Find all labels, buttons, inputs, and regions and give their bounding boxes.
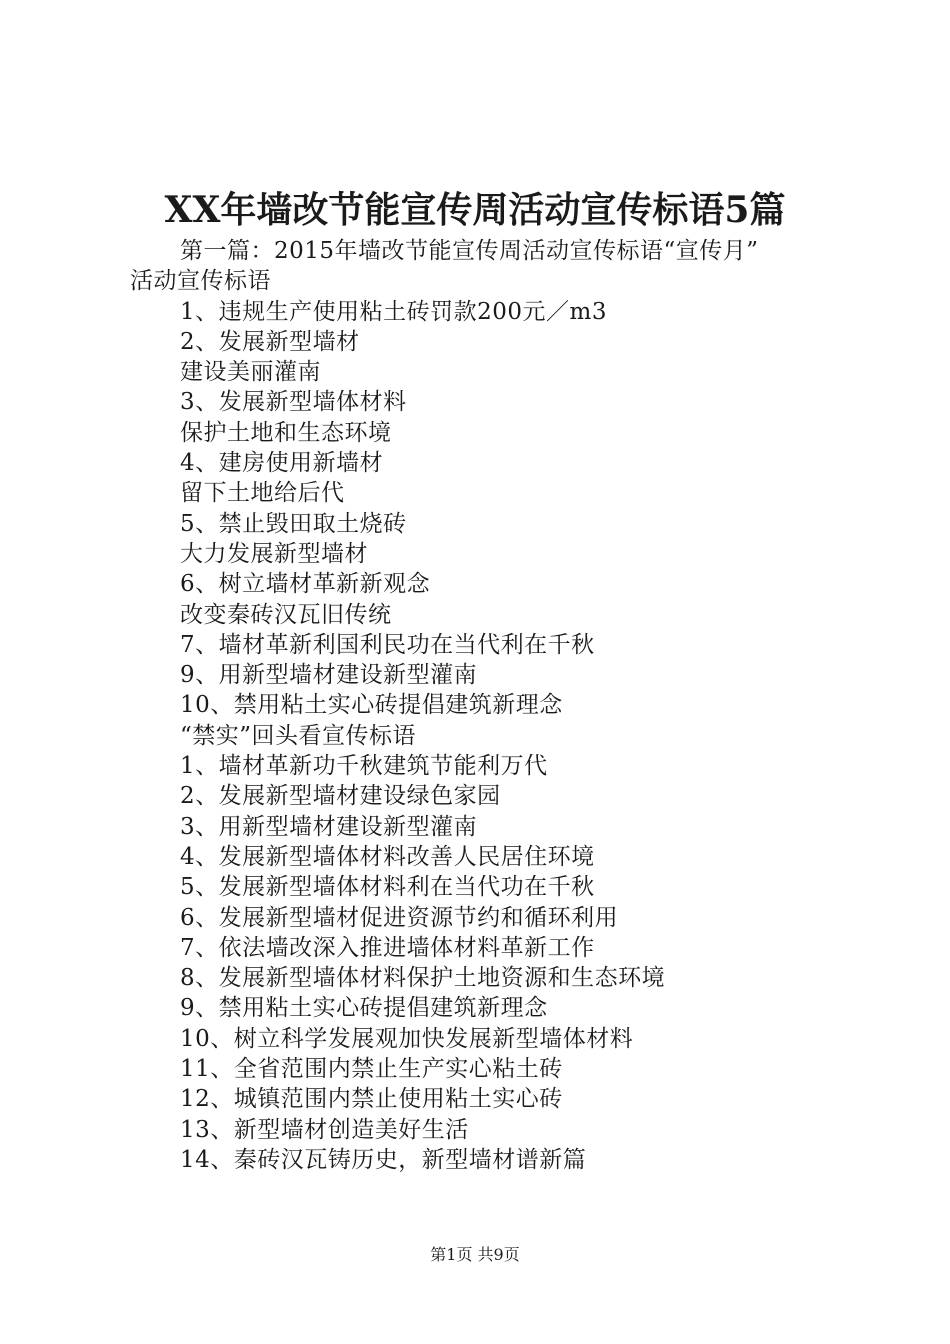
slogan-line: 留下土地给后代 [180,480,345,507]
slogan-line: 6、发展新型墙材促进资源节约和循环利用 [180,904,619,931]
slogan-line: 6、树立墙材革新新观念 [180,571,431,598]
slogan-line: 2、发展新型墙材建设绿色家园 [180,783,501,810]
slogan-line: 建设美丽灌南 [180,359,321,386]
slogan-line: 1、违规生产使用粘土砖罚款200元／m3 [180,298,607,325]
slogan-line: 7、墙材革新利国利民功在当代利在千秋 [180,631,595,658]
slogan-line: 1、墙材革新功千秋建筑节能利万代 [180,753,548,780]
slogan-line: 10、树立科学发展观加快发展新型墙体材料 [180,1025,634,1052]
slogan-line: 3、用新型墙材建设新型灌南 [180,813,478,840]
slogan-line: 4、发展新型墙体材料改善人民居住环境 [180,843,595,870]
slogan-line: 4、建房使用新墙材 [180,450,384,477]
slogan-line: 5、禁止毁田取土烧砖 [180,510,407,537]
slogan-line: 保护土地和生态环境 [180,419,392,446]
slogan-line: 9、禁用粘土实心砖提倡建筑新理念 [180,995,548,1022]
page-footer: 第1页 共9页 [430,1245,520,1264]
slogan-line: 7、依法墙改深入推进墙体材料革新工作 [180,934,595,961]
slogan-line: 改变秦砖汉瓦旧传统 [180,601,392,628]
intro-line: 第一篇：2015年墙改节能宣传周活动宣传标语“宣传月” [180,238,759,264]
slogan-line: 8、发展新型墙体材料保护土地资源和生态环境 [180,965,666,992]
slogan-line: 5、发展新型墙体材料利在当代功在千秋 [180,874,595,901]
slogan-line: 11、全省范围内禁止生产实心粘土砖 [180,1056,563,1083]
document-title: XX年墙改节能宣传周活动宣传标语5篇 [164,189,786,231]
section-heading: “禁实”回头看宣传标语 [180,722,417,749]
slogan-line: 12、城镇范围内禁止使用粘土实心砖 [180,1086,563,1113]
slogan-line: 10、禁用粘土实心砖提倡建筑新理念 [180,692,563,719]
slogan-line: 3、发展新型墙体材料 [180,389,407,416]
slogan-line: 大力发展新型墙材 [180,540,368,567]
slogan-line: 9、用新型墙材建设新型灌南 [180,662,478,689]
slogan-line: 2、发展新型墙材 [180,328,360,355]
intro-line-continued: 活动宣传标语 [130,268,271,295]
slogan-line: 14、秦砖汉瓦铸历史，新型墙材谱新篇 [180,1146,587,1173]
slogan-line: 13、新型墙材创造美好生活 [180,1116,469,1143]
document-body [130,236,850,1175]
